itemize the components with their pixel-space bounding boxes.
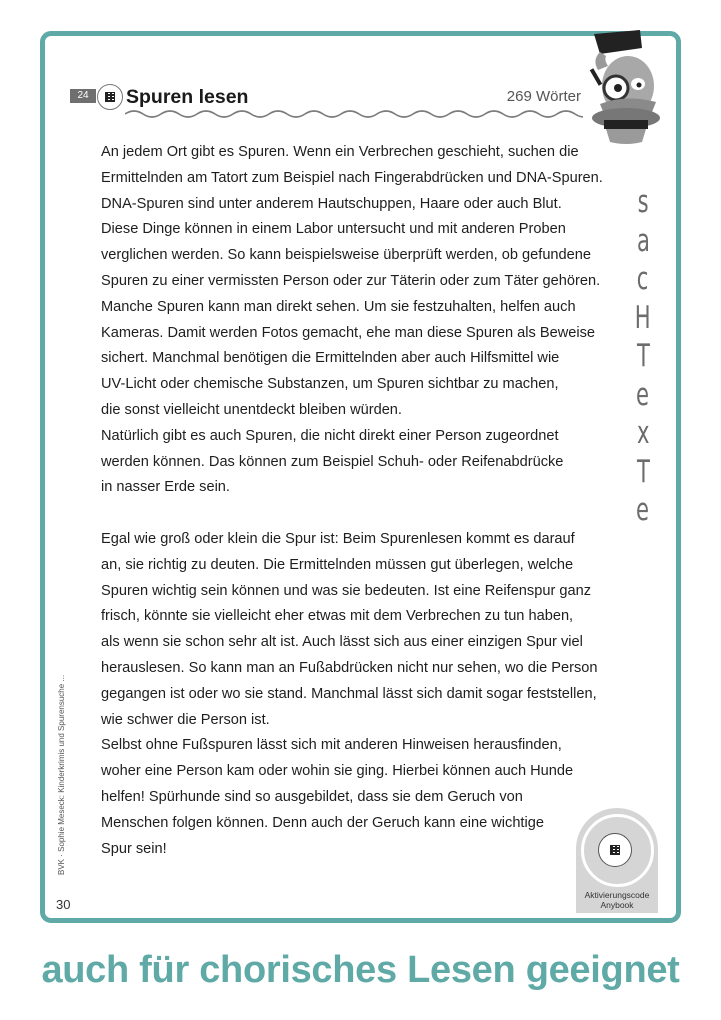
text-line: Selbst ohne Fußspuren lässt sich mit anderen Hinweisen herausfinden,	[101, 737, 562, 754]
side-letter: e	[636, 376, 650, 413]
side-letter: a	[636, 222, 650, 259]
wavy-underline	[125, 109, 583, 119]
text-line: herauslesen. So kann man an Fußabdrücken nicht nur sehen, wo die Person	[101, 659, 598, 676]
text-line: werden können. Das können zum Beispiel Schuh- oder Reifenabdrücke	[101, 453, 564, 470]
word-count: 269 Wörter	[506, 88, 581, 105]
page-title: Spuren lesen	[126, 86, 249, 108]
paragraph-gap	[101, 501, 631, 527]
text-line: frisch, könnte sie vielleicht eher etwas mit dem Verbrechen zu tun haben,	[101, 608, 574, 625]
text-line: Egal wie groß oder klein die Spur ist: Beim Spurenlesen kommt es darauf	[101, 530, 575, 547]
side-letter: T	[636, 453, 650, 490]
text-line: woher eine Person kam oder wohin sie ging. Hierbei können auch Hunde	[101, 763, 574, 780]
text-line: Spuren wichtig sein können und was sie bedeuten. Ist eine Reifenspur ganz	[101, 582, 592, 599]
text-number-badge: 24	[70, 89, 96, 103]
text-header	[70, 84, 585, 124]
page-number: 30	[56, 897, 71, 912]
side-letter: s	[637, 184, 649, 220]
detective-mascot-illustration	[586, 30, 674, 144]
promo-banner: auch für chorisches Lesen geeignet	[41, 949, 680, 991]
text-line: Natürlich gibt es auch Spuren, die nicht direkt einer Person zugeordnet	[101, 427, 559, 444]
qr-code-icon	[610, 845, 620, 855]
qr-code-icon	[105, 92, 115, 102]
text-line: Diese Dinge können in einem Labor untersucht und mit anderen Proben	[101, 221, 566, 238]
text-line: helfen! Spürhunde sind so ausgebildet, dass sie dem Geruch von	[101, 788, 523, 805]
anybook-label	[576, 890, 658, 910]
text-line: gegangen ist oder wo sie stand. Manchmal lässt sich damit sogar feststellen,	[101, 685, 597, 702]
paragraph-1	[101, 140, 631, 501]
publisher-credit: BVK · Sophie Meseck: Kinderkrimis und Spurensuche ...	[57, 674, 66, 875]
text-line: UV-Licht oder chemische Substanzen, um Spuren sichtbar zu machen,	[101, 376, 559, 393]
text-line: DNA-Spuren sind unter anderem Hautschuppen, Haare oder auch Blut.	[101, 195, 562, 212]
anybook-activation-badge[interactable]	[576, 808, 658, 913]
text-line: in nasser Erde sein.	[101, 479, 230, 496]
qr-code-button[interactable]	[97, 84, 123, 110]
side-letter: e	[636, 492, 650, 528]
anybook-label-line2: Anybook	[600, 900, 634, 910]
text-line: Kameras. Damit werden Fotos gemacht, ehe man diese Spuren als Beweise	[101, 324, 595, 341]
side-letter: T	[636, 338, 650, 374]
text-line: Spuren zu einer vermissten Person oder zur Täterin oder zum Täter gehören.	[101, 272, 601, 289]
article-body	[101, 140, 631, 862]
text-line: als wenn sie schon sehr alt ist. Auch lässt sich aus einer einzigen Spur viel	[101, 634, 583, 651]
side-letter: H	[635, 299, 651, 336]
text-line: sichert. Manchmal benötigen die Ermittelnden aber auch Hilfsmittel wie	[101, 350, 560, 367]
text-line: verglichen werden. So kann beispielsweise überprüft werden, ob gefundene	[101, 247, 592, 264]
side-letter: x	[636, 415, 650, 451]
side-category-label	[628, 183, 658, 530]
side-letter: c	[637, 261, 649, 297]
anybook-qr-button[interactable]	[598, 833, 632, 867]
text-line: die sonst vielleicht unentdeckt bleiben würden.	[101, 401, 402, 418]
anybook-label-line1: Aktivierungscode	[584, 890, 650, 900]
text-line: An jedem Ort gibt es Spuren. Wenn ein Verbrechen geschieht, suchen die	[101, 144, 579, 160]
text-line: Ermittelnden am Tatort zum Beispiel nach Fingerabdrücken und DNA-Spuren.	[101, 169, 603, 186]
text-line: Menschen folgen können. Denn auch der Geruch kann eine wichtige	[101, 814, 544, 831]
text-line: wie schwer die Person ist.	[101, 711, 270, 728]
text-line: Spur sein!	[101, 840, 167, 857]
paragraph-2	[101, 527, 631, 862]
text-line: Manche Spuren kann man direkt sehen. Um sie festzuhalten, helfen auch	[101, 298, 576, 315]
text-line: an, sie richtig zu deuten. Die Ermittelnden müssen gut überlegen, welche	[101, 556, 574, 573]
